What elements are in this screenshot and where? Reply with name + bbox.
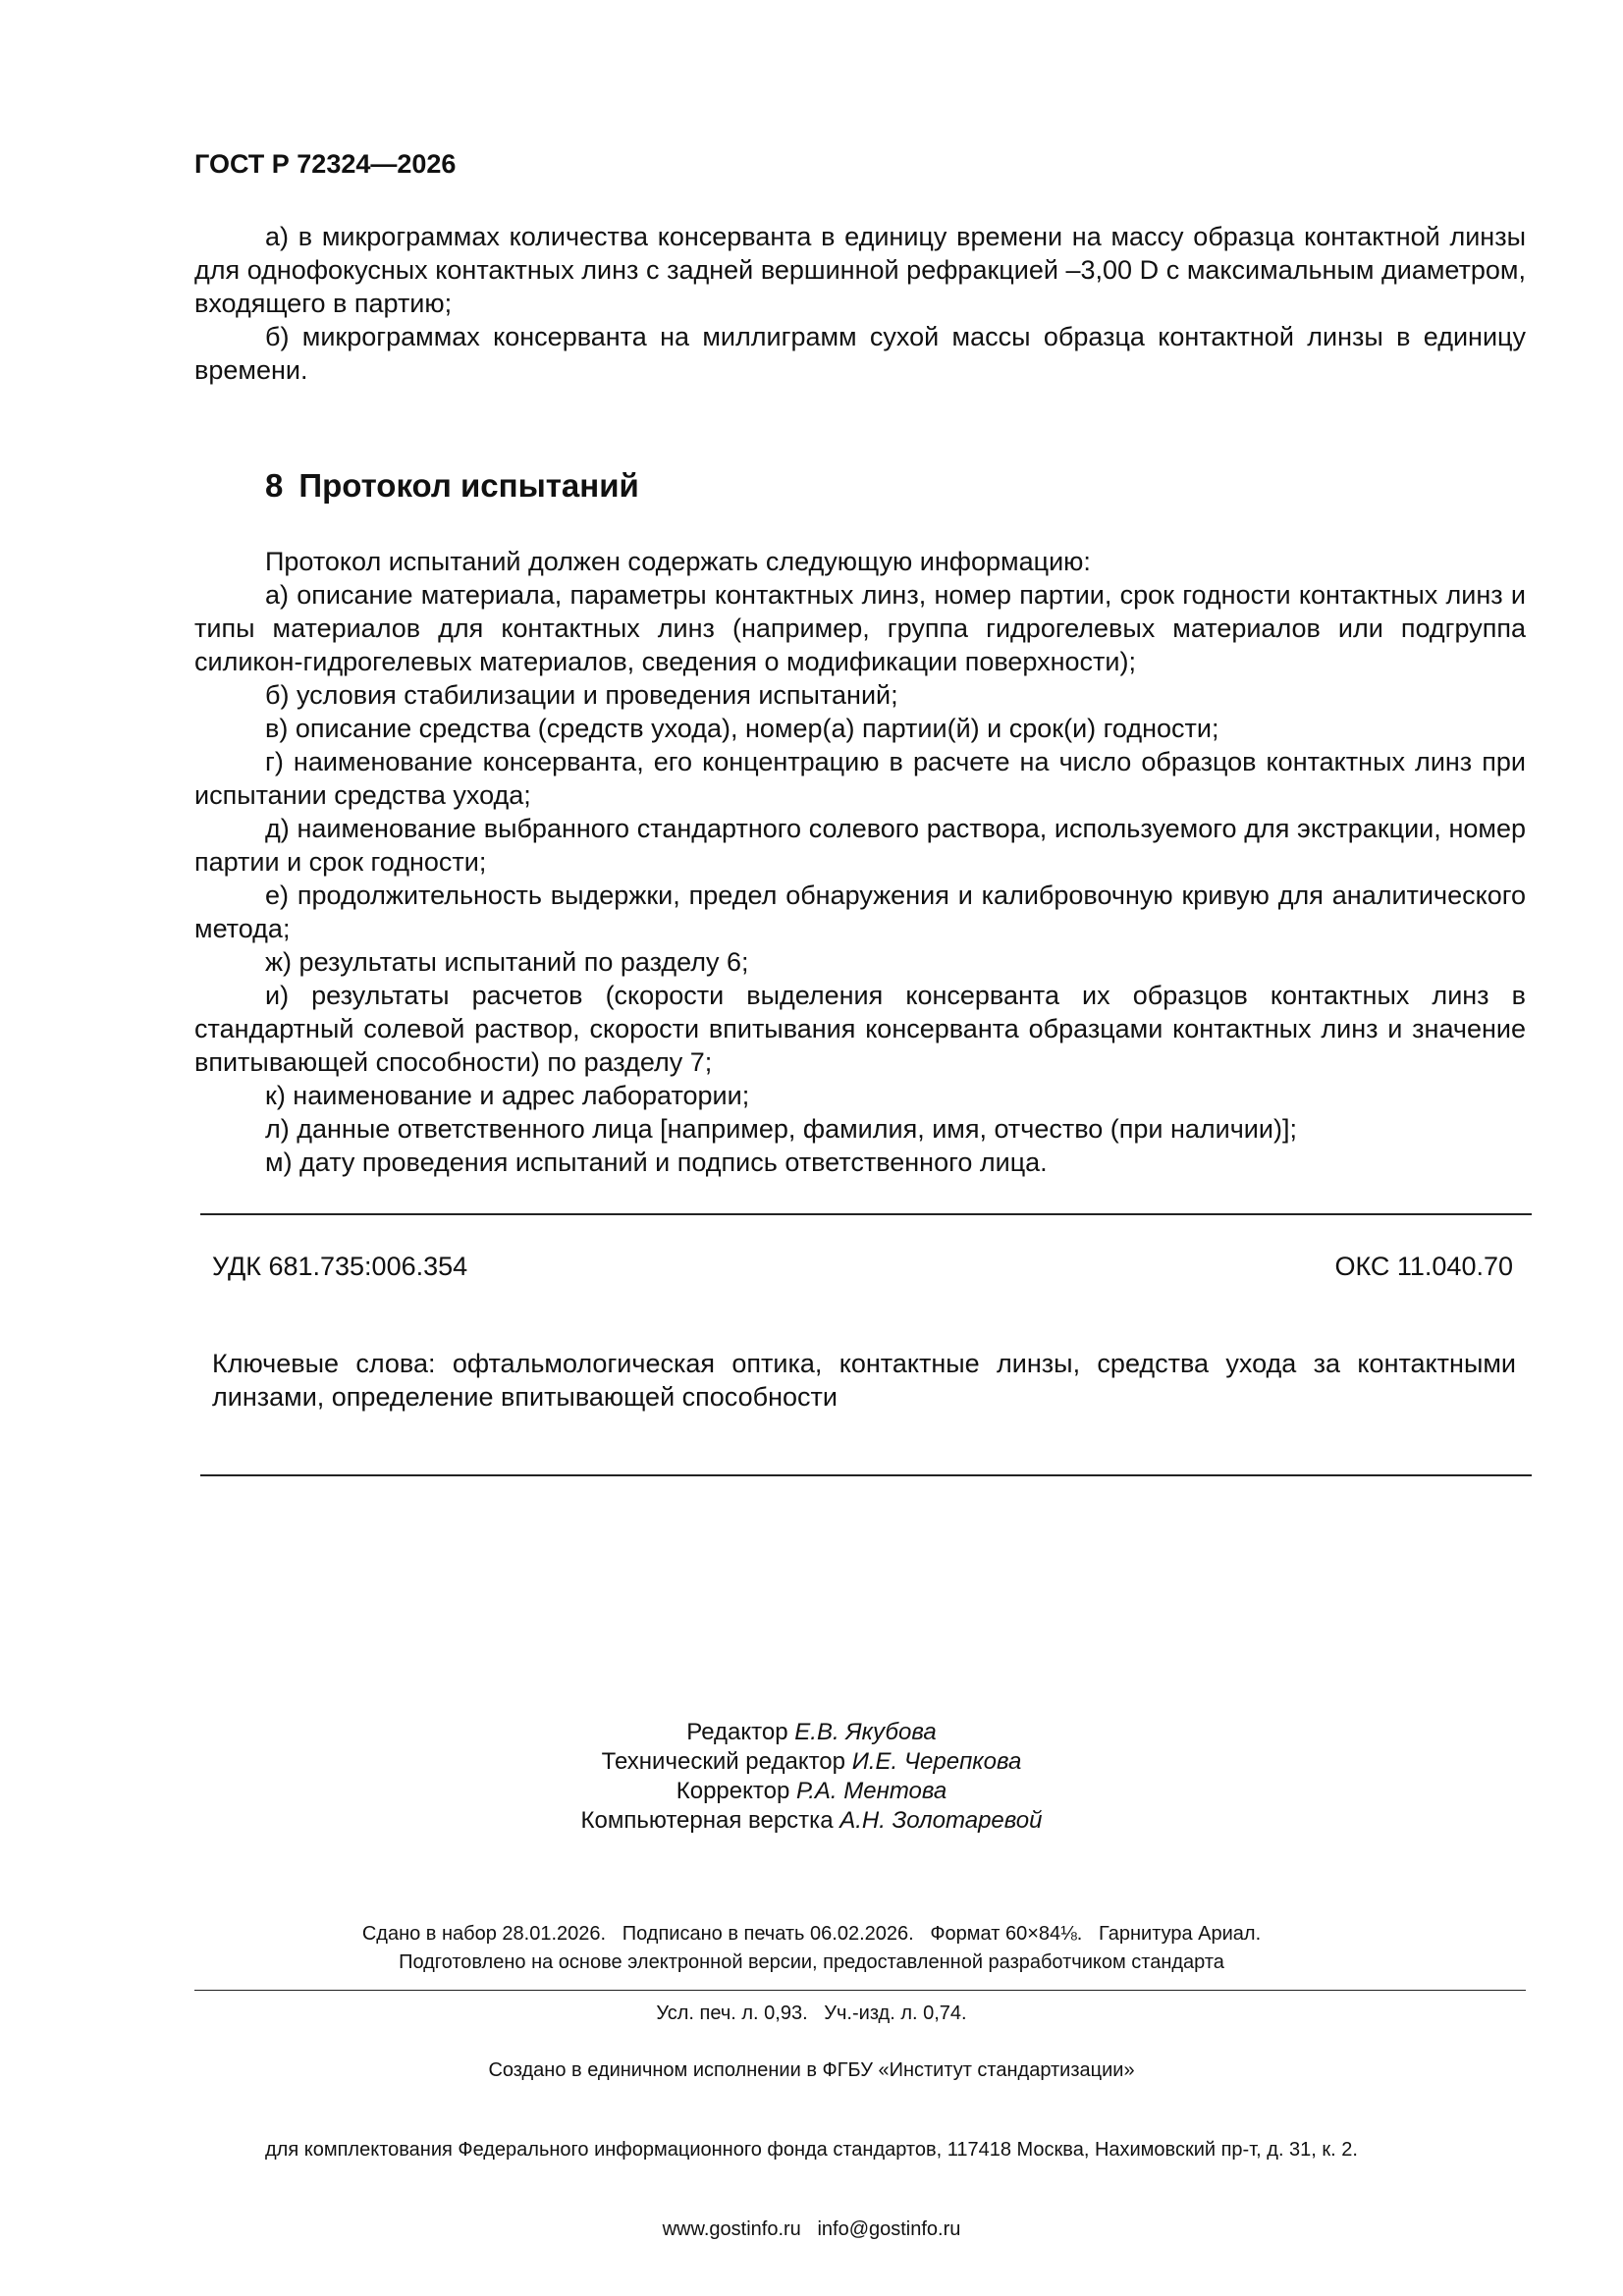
list-item: б) микрограммах консерванта на миллиграмм сухой массы образца контактной линзы в единицу времени. bbox=[194, 322, 1526, 385]
list-item: а) в микрограммах количества консерванта в единицу времени на массу образца контактной линзы для однофокусных контактных линз с задней вершинной рефракцией –3,00 D с максимальным диаметром, входящего в партию; bbox=[194, 222, 1526, 318]
credit-line bbox=[0, 1777, 1623, 1806]
list-item: г) наименование консерванта, его концентрацию в расчете на число образцов контактных линз при испытании средства ухода; bbox=[194, 747, 1526, 810]
prepared-note: Подготовлено на основе электронной версии, предоставленной разработчиком стандарта bbox=[399, 1951, 1224, 1973]
list-item: и) результаты расчетов (скорости выделения консерванта их образцов контактных линз в стандартный солевой раствор, скорости впитывания консерванта образцами контактных линз и значение впитывающей способности) по разделу 7; bbox=[194, 981, 1526, 1077]
credit-role: Технический редактор bbox=[601, 1748, 846, 1775]
credit-line bbox=[0, 1806, 1623, 1836]
intro-list bbox=[194, 220, 1526, 387]
credit-role: Компьютерная верстка bbox=[580, 1807, 834, 1834]
credit-line bbox=[0, 1747, 1623, 1777]
list-item: к) наименование и адрес лаборатории; bbox=[265, 1081, 750, 1110]
list-item: в) описание средства (средств ухода), номер(а) партии(й) и срок(и) годности; bbox=[265, 714, 1219, 743]
footer-line: www.gostinfo.ru info@gostinfo.ru bbox=[662, 2218, 961, 2240]
udk-code: УДК 681.735:006.354 bbox=[212, 1252, 468, 1281]
credit-name: Р.А. Ментова bbox=[795, 1778, 947, 1804]
credit-name: Е.В. Якубова bbox=[794, 1719, 937, 1745]
credit-role: Редактор bbox=[686, 1719, 788, 1745]
footer-line: Создано в единичном исполнении в ФГБУ «Институт стандартизации» bbox=[488, 2059, 1135, 2081]
credit-line bbox=[0, 1718, 1623, 1747]
section-lead: Протокол испытаний должен содержать следующую информацию: bbox=[265, 547, 1091, 576]
publisher-footer bbox=[0, 2004, 1623, 2296]
divider-top bbox=[200, 1213, 1532, 1215]
footer-line: для комплектования Федерального информационного фонда стандартов, 117418 Москва, Нахимовский пр-т, д. 31, к. 2. bbox=[265, 2139, 1358, 2161]
keywords: Ключевые слова: офтальмологическая оптика, контактные линзы, средства ухода за контактными линзами, определение впитывающей способности bbox=[212, 1349, 1516, 1412]
divider-bottom bbox=[200, 1474, 1532, 1476]
list-item: б) условия стабилизации и проведения испытаний; bbox=[265, 680, 898, 710]
credit-name: И.Е. Черепкова bbox=[851, 1748, 1022, 1775]
section-number: 8 bbox=[265, 467, 284, 504]
footer-divider bbox=[194, 1990, 1526, 1991]
print-info-line: Сдано в набор 28.01.2026. Подписано в печать 06.02.2026. Формат 60×84⅛. Гарнитура Ариал. bbox=[361, 1923, 1262, 1945]
section-title: Протокол испытаний bbox=[298, 467, 639, 504]
list-item: ж) результаты испытаний по разделу 6; bbox=[265, 947, 749, 977]
section-heading bbox=[265, 466, 1526, 506]
list-item: м) дату проведения испытаний и подпись ответственного лица. bbox=[265, 1148, 1048, 1177]
list-item: д) наименование выбранного стандартного солевого раствора, используемого для экстракции, номер партии и срок годности; bbox=[194, 814, 1526, 877]
list-item: е) продолжительность выдержки, предел обнаружения и калибровочную кривую для аналитического метода; bbox=[194, 881, 1526, 943]
credits-block bbox=[0, 1718, 1623, 1836]
section-8 bbox=[194, 466, 1526, 1179]
print-info-line: Усл. печ. л. 0,93. Уч.-изд. л. 0,74. bbox=[656, 2002, 967, 2024]
credit-role: Корректор bbox=[676, 1778, 790, 1804]
document-header: ГОСТ Р 72324—2026 bbox=[194, 149, 457, 179]
credit-name: А.Н. Золотаревой bbox=[839, 1807, 1043, 1834]
list-item: л) данные ответственного лица [например, фамилия, имя, отчество (при наличии)]; bbox=[265, 1114, 1297, 1144]
oks-code: ОКС 11.040.70 bbox=[1334, 1252, 1513, 1281]
list-item: а) описание материала, параметры контактных линз, номер партии, срок годности контактных линз и типы материалов для контактных линз (например, группа гидрогелевых материалов или подгруппа силикон-гидрогелевых материалов, сведения о модификации поверхности); bbox=[194, 580, 1526, 676]
